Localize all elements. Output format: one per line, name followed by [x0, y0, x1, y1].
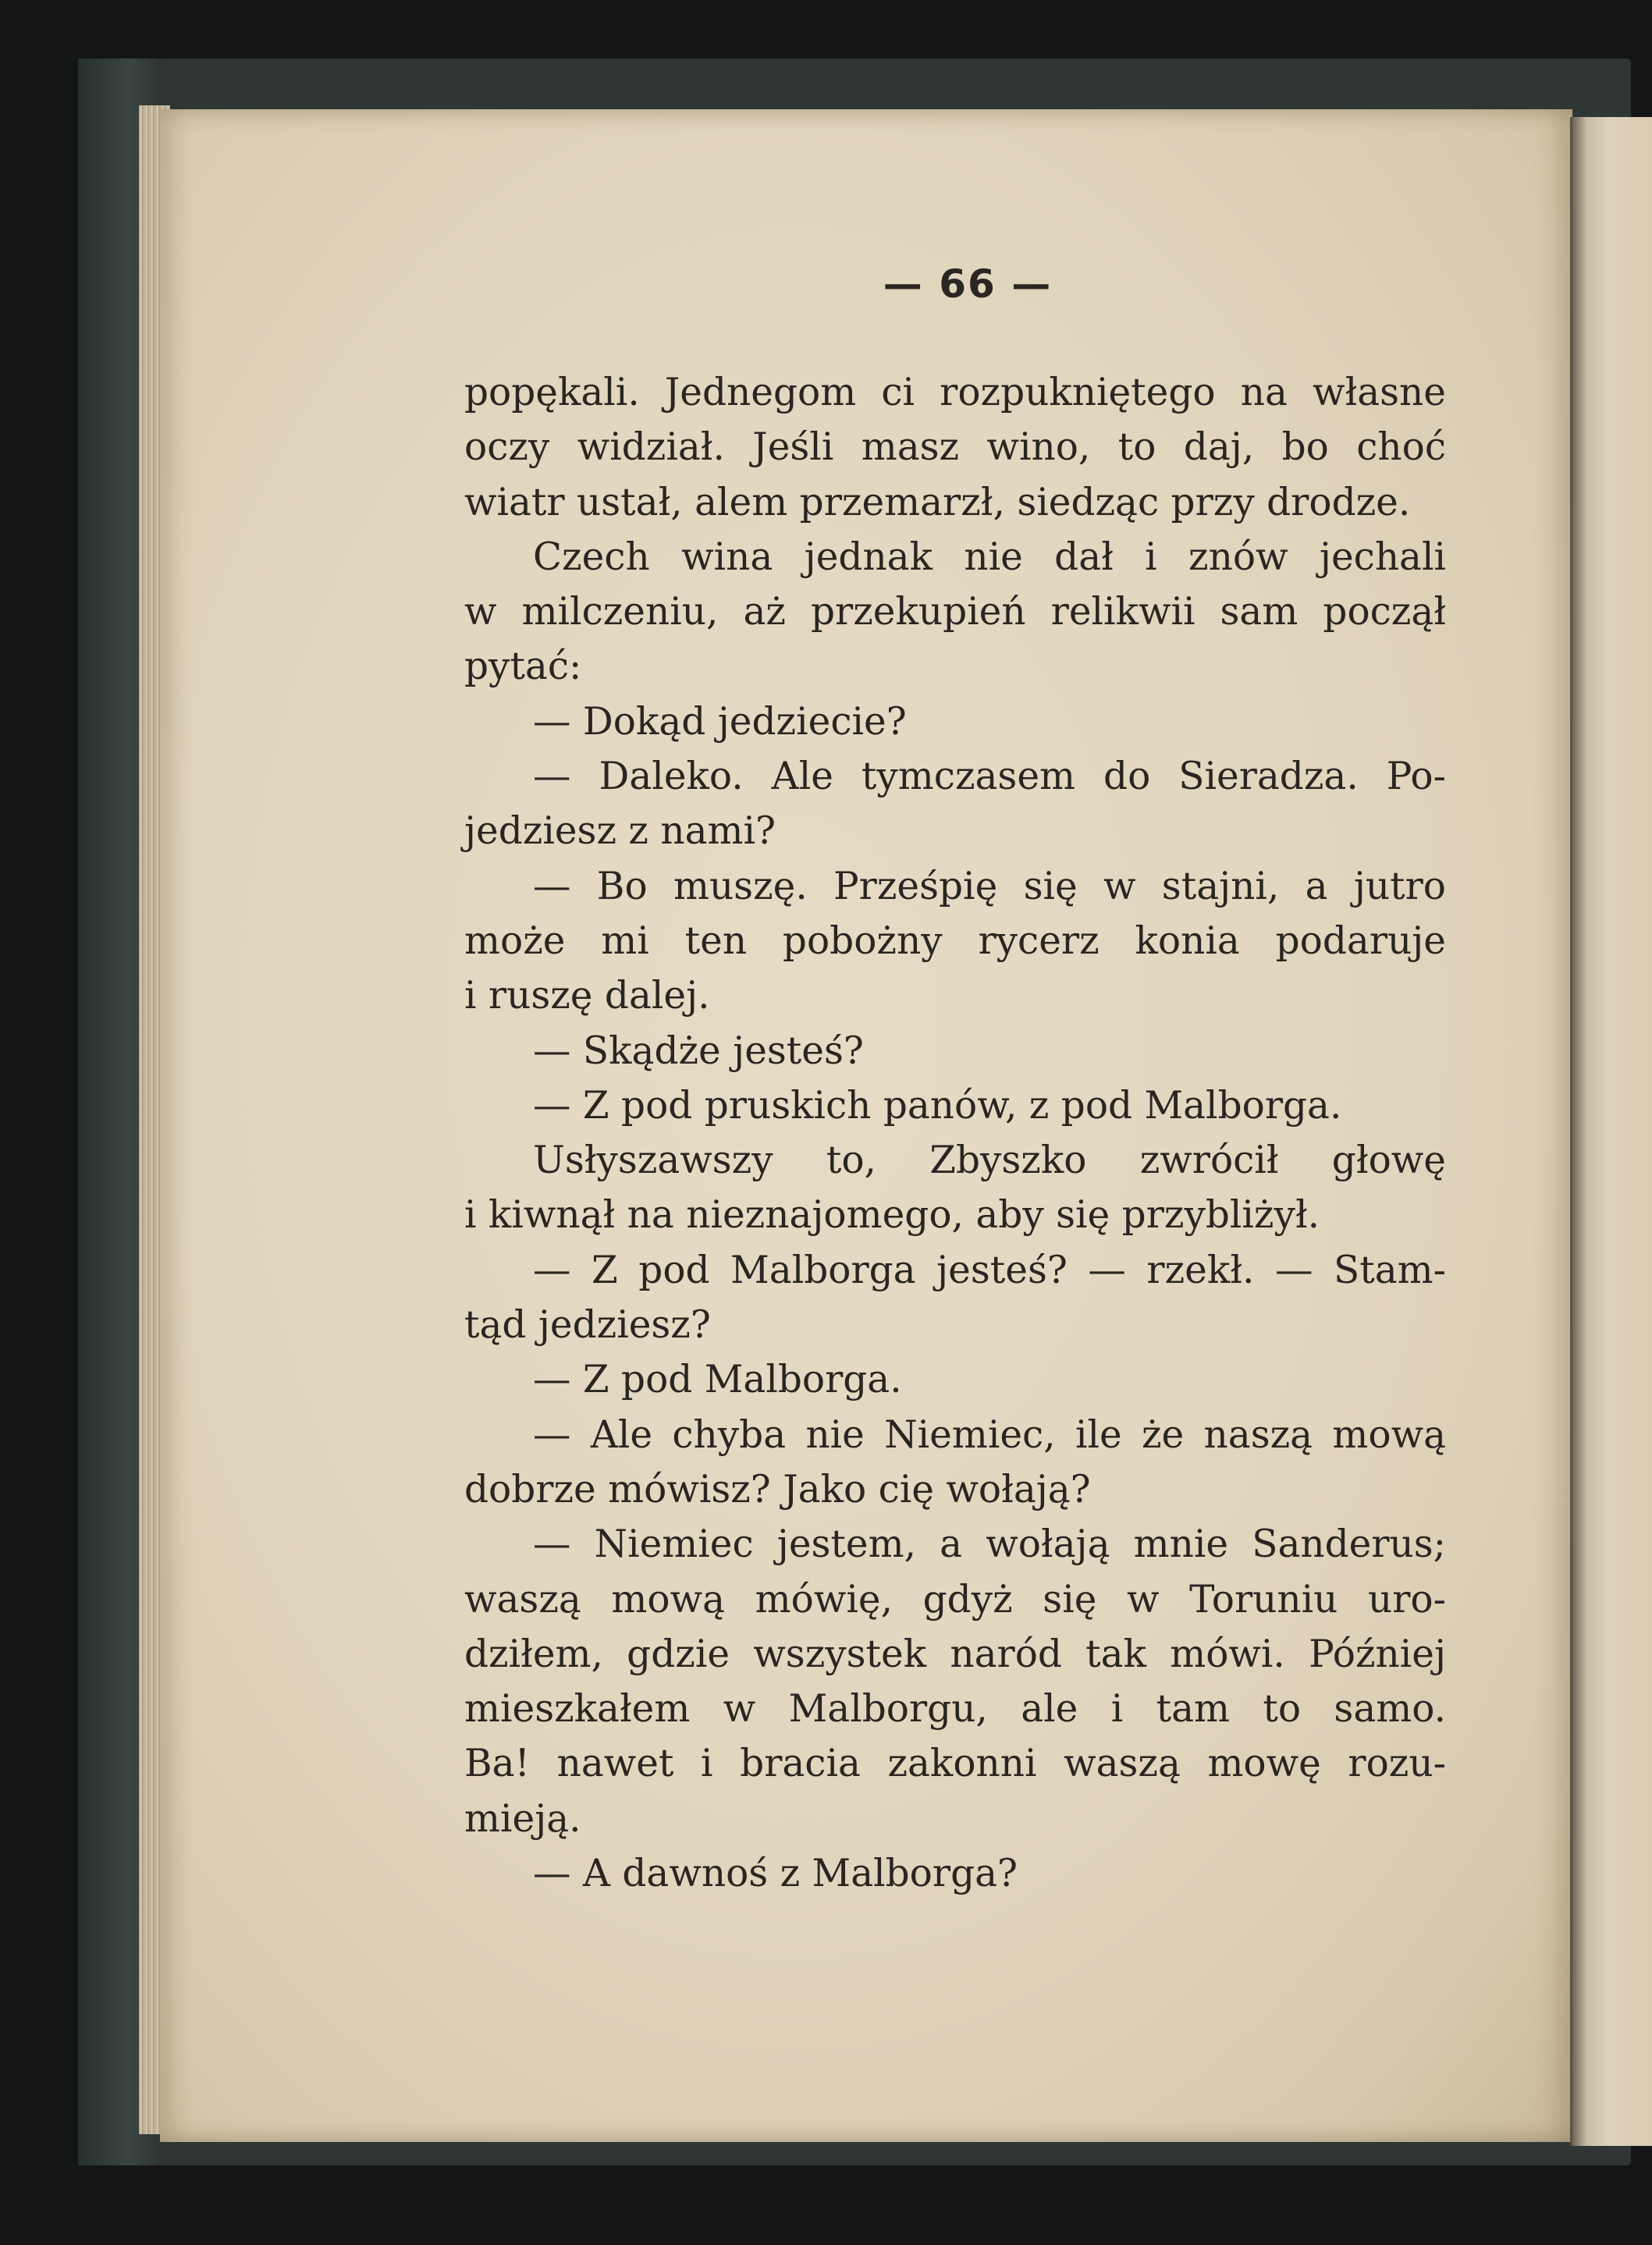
text-line: mieszkałem w Malborgu, ale i tam to samo.	[464, 1687, 1446, 1732]
text-line: — Z pod Malborga jesteś? — rzekł. — Stam-	[533, 1248, 1446, 1292]
text-line: Ba! nawet i bracia zakonni waszą mowę rozu-	[464, 1742, 1446, 1786]
text-line: — Daleko. Ale tymczasem do Sieradza. Po-	[533, 755, 1446, 799]
text-line: oczy widział. Jeśli masz wino, to daj, bo choć	[464, 425, 1446, 470]
facing-page-edge	[1572, 117, 1652, 2146]
text-line: — Z pod pruskich panów, z pod Malborga.	[533, 1083, 1342, 1128]
body-text	[464, 365, 1446, 1901]
text-line: pytać:	[464, 645, 582, 689]
text-line: w milczeniu, aż przekupień relikwii sam począł	[464, 590, 1446, 634]
text-line: — Z pod Malborga.	[533, 1358, 902, 1402]
text-line: Usłyszawszy to, Zbyszko zwrócił głowę	[533, 1138, 1446, 1183]
text-line: — Skądże jesteś?	[533, 1028, 864, 1073]
text-line: Czech wina jednak nie dał i znów jechali	[533, 535, 1446, 579]
page-number: — 66 —	[883, 261, 1053, 307]
text-line: — Dokąd jedziecie?	[533, 699, 907, 744]
text-line: waszą mową mówię, gdyż się w Toruniu uro-	[464, 1577, 1446, 1622]
text-line: popękali. Jednegom ci rozpukniętego na własne	[464, 371, 1446, 414]
text-line: — Niemiec jestem, a wołają mnie Sanderus;	[533, 1522, 1446, 1567]
text-line: jedziesz z nami?	[464, 809, 776, 854]
text-line: wiatr ustał, alem przemarzł, siedząc przy drodze.	[464, 480, 1411, 524]
text-line: — A dawnoś z Malborga?	[533, 1852, 1018, 1896]
text-line: może mi ten pobożny rycerz konia podaruje	[464, 918, 1446, 963]
text-line: tąd jedziesz?	[464, 1303, 711, 1348]
text-line: dziłem, gdzie wszystek naród tak mówi. Później	[464, 1632, 1446, 1676]
text-line: i ruszę dalej.	[464, 974, 710, 1018]
text-line: i kiwnął na nieznajomego, aby się przybliżył.	[464, 1193, 1320, 1238]
text-line: — Ale chyba nie Niemiec, ile że naszą mową	[533, 1412, 1446, 1457]
text-line: — Bo muszę. Prześpię się w stajni, a jutro	[533, 864, 1446, 908]
text-line: mieją.	[464, 1796, 581, 1841]
text-line: dobrze mówisz? Jako cię wołają?	[464, 1467, 1091, 1511]
